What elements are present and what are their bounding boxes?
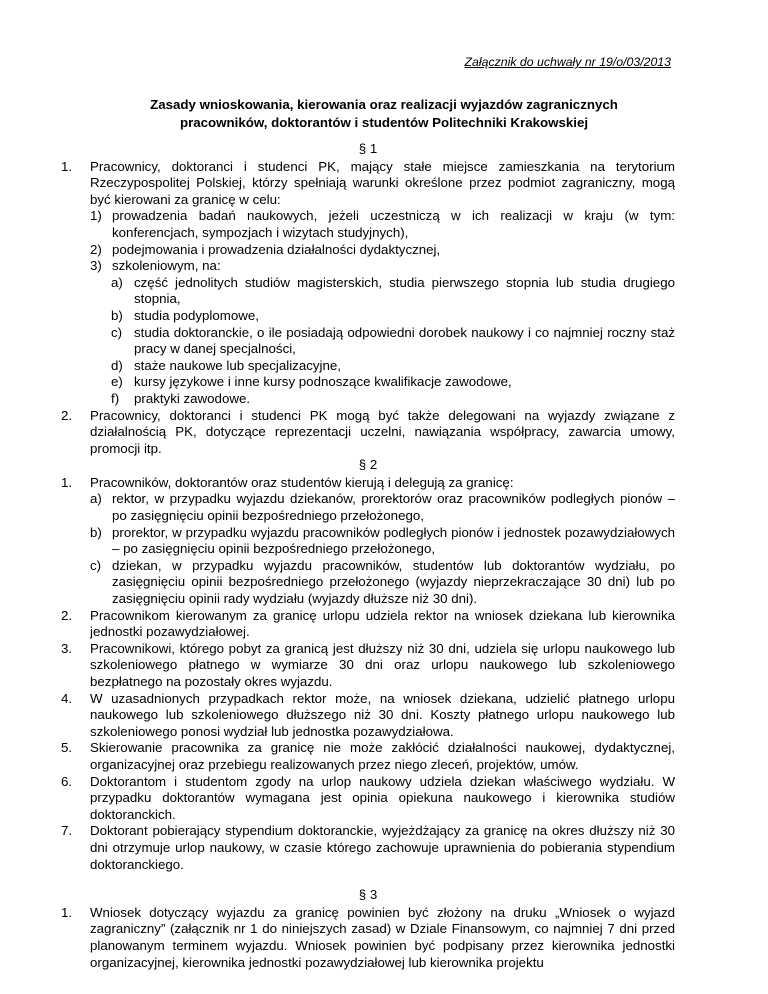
section-heading: § 2	[358, 457, 378, 473]
item-letter: e)	[111, 374, 123, 390]
paragraph-number: 3.	[61, 640, 73, 656]
item-text: studia doktoranckie, o ile posiadają odpowiedni dorobek naukowy i co najmniej roczny staż pracy w danej specjalności,	[134, 324, 675, 357]
sub-list-item	[61, 391, 675, 408]
paragraph-number: 4.	[61, 690, 73, 706]
paragraph	[61, 475, 675, 492]
item-text: prowadzenia badań naukowych, jeżeli uczestniczą w ich realizacji w kraju (w tym: konferencjach, sympozjach i wizytach studyjnych),	[112, 208, 675, 240]
list-item	[61, 491, 675, 524]
paragraph	[61, 408, 675, 458]
item-text: kursy językowe i inne kursy podnoszące kwalifikacje zawodowe,	[134, 374, 512, 390]
item-number: 2)	[90, 241, 102, 257]
item-text: prorektor, w przypadku wyjazdu pracowników podległych pionów i jednostek pozawydziałowych – po zasięgnięciu opinii bezpośredniego przełożonego,	[112, 524, 675, 557]
paragraph	[61, 159, 675, 209]
list-item	[61, 558, 675, 608]
document-title	[0, 96, 768, 132]
sub-list-item	[61, 308, 675, 325]
item-letter: a)	[90, 491, 102, 507]
paragraph	[61, 608, 675, 641]
paragraph-text: Skierowanie pracownika za granicę nie może zakłócić działalności naukowej, dydaktycznej, organizacyjnej oraz przebiegu realizowanych przez niego zleceń, projektów, umów.	[90, 740, 675, 772]
list-item	[61, 258, 675, 275]
sub-list-item	[61, 374, 675, 391]
item-number: 3)	[90, 258, 102, 274]
paragraph-text: Pracowników, doktorantów oraz studentów kierują i delegują za granicę:	[90, 474, 514, 490]
paragraph-text: Doktorantom i studentom zgody na urlop naukowy udziela dziekan właściwego wydziału. W przypadku doktorantów wymagana jest opinia opiekuna naukowego i kierownika studiów doktoranckich.	[90, 773, 675, 822]
item-letter: d)	[111, 357, 123, 373]
paragraph-text: Pracownicy, doktoranci i studenci PK mogą być także delegowani na wyjazdy związane z działalnością PK, dotyczące reprezentacji uczelni, nawiązania współpracy, zawarcia umowy, promocji itp.	[90, 407, 675, 456]
list-item	[61, 242, 675, 259]
sub-list-item	[61, 358, 675, 375]
paragraph	[61, 823, 675, 873]
paragraph-number: 2.	[61, 607, 73, 623]
item-text: rektor, w przypadku wyjazdu dziekanów, prorektorów oraz pracowników podległych pionów – po zasięgnięciu opinii bezpośredniego przełożonego,	[112, 491, 675, 524]
item-letter: b)	[111, 307, 123, 323]
item-text: podejmowania i prowadzenia działalności dydaktycznej,	[112, 241, 441, 257]
item-text: dziekan, w przypadku wyjazdu pracowników, studentów lub doktorantów wydziału, po zasięgnięciu opinii bezpośredniego przełożonego (wyjazdy nieprzekraczające 30 dni) lub po zasięgnięciu opinii rady wydziału (wyjazdy dłuższe niż 30 dni).	[112, 557, 675, 607]
section-heading: § 1	[358, 141, 378, 156]
paragraph	[61, 905, 675, 971]
sub-list-item	[61, 275, 675, 308]
paragraph	[61, 641, 675, 691]
paragraph	[61, 740, 675, 773]
list-item	[61, 525, 675, 558]
item-letter: c)	[111, 324, 123, 340]
section-heading: § 3	[358, 887, 378, 903]
sub-list-item	[61, 325, 675, 358]
paragraph-number: 2.	[61, 407, 73, 423]
paragraph-text: Pracownikom kierowanym za granicę urlopu udziela rektor na wniosek dziekana lub kierownika jednostki pozawydziałowej.	[90, 607, 675, 640]
paragraph-number: 1.	[61, 904, 73, 920]
item-letter: f)	[111, 390, 120, 406]
item-text: staże naukowe lub specjalizacyjne,	[134, 357, 341, 373]
paragraph-text: Doktorant pobierający stypendium doktoranckie, wyjeżdżający za granicę na okres dłuższy niż 30 dni otrzymuje urlop naukowy, w czasie którego zachowuje uprawnienia do pobierania stypendium doktoranckiego.	[90, 823, 675, 872]
list-item	[61, 208, 675, 241]
annex-reference: Załącznik do uchwały nr 19/o/03/2013	[464, 55, 671, 69]
item-number: 1)	[90, 208, 102, 224]
item-text: praktyki zawodowe.	[134, 390, 251, 406]
item-letter: c)	[90, 557, 102, 573]
paragraph	[61, 691, 675, 741]
item-letter: a)	[111, 274, 123, 290]
title-line-1: Zasady wnioskowania, kierowania oraz realizacji wyjazdów zagranicznych	[150, 97, 618, 112]
paragraph-number: 1.	[61, 158, 73, 174]
item-text: szkoleniowym, na:	[112, 258, 221, 274]
paragraph-number: 7.	[61, 823, 73, 839]
paragraph	[61, 774, 675, 824]
item-text: studia podyplomowe,	[134, 307, 259, 323]
title-line-2: pracowników, doktorantów i studentów Politechniki Krakowskiej	[179, 115, 589, 130]
paragraph-text: Wniosek dotyczący wyjazdu za granicę powinien być złożony na druku „Wniosek o wyjazd zagraniczny” (załącznik nr 1 do niniejszych zasad) w Dziale Finansowym, co najmniej 7 dni przed planowanym terminem wyjazdu. Wniosek powinien być podpisany przez kierownika jednostki organizacyjnej, kierownika jednostki pozawydziałowej lub kierownika projektu	[90, 904, 675, 970]
item-text: część jednolitych studiów magisterskich, studia pierwszego stopnia lub studia drugiego stopnia,	[134, 274, 675, 307]
paragraph-number: 6.	[61, 773, 73, 789]
paragraph-number: 1.	[61, 474, 73, 490]
paragraph-number: 5.	[61, 740, 73, 756]
item-letter: b)	[90, 524, 102, 540]
document-body	[61, 141, 675, 971]
paragraph-text: Pracownikowi, którego pobyt za granicą jest dłuższy niż 30 dni, udziela się urlopu naukowego lub szkoleniowego płatnego w wymiarze 30 dni oraz urlopu naukowego lub szkoleniowego bezpłatnego na pozostały okres wyjazdu.	[90, 640, 675, 689]
paragraph-text: Pracownicy, doktoranci i studenci PK, mający stałe miejsce zamieszkania na terytorium Rzeczypospolitej Polskiej, którzy spełniają warunki określone przez podmiot zagraniczny, mogą być kierowani za granicę w celu:	[90, 158, 675, 207]
paragraph-text: W uzasadnionych przypadkach rektor może, na wniosek dziekana, udzielić płatnego urlopu naukowego lub szkoleniowego dłuższego niż 30 dni. Koszty płatnego urlopu naukowego lub szkoleniowego ponosi wydział lub jednostka pozawydziałowa.	[90, 690, 675, 739]
